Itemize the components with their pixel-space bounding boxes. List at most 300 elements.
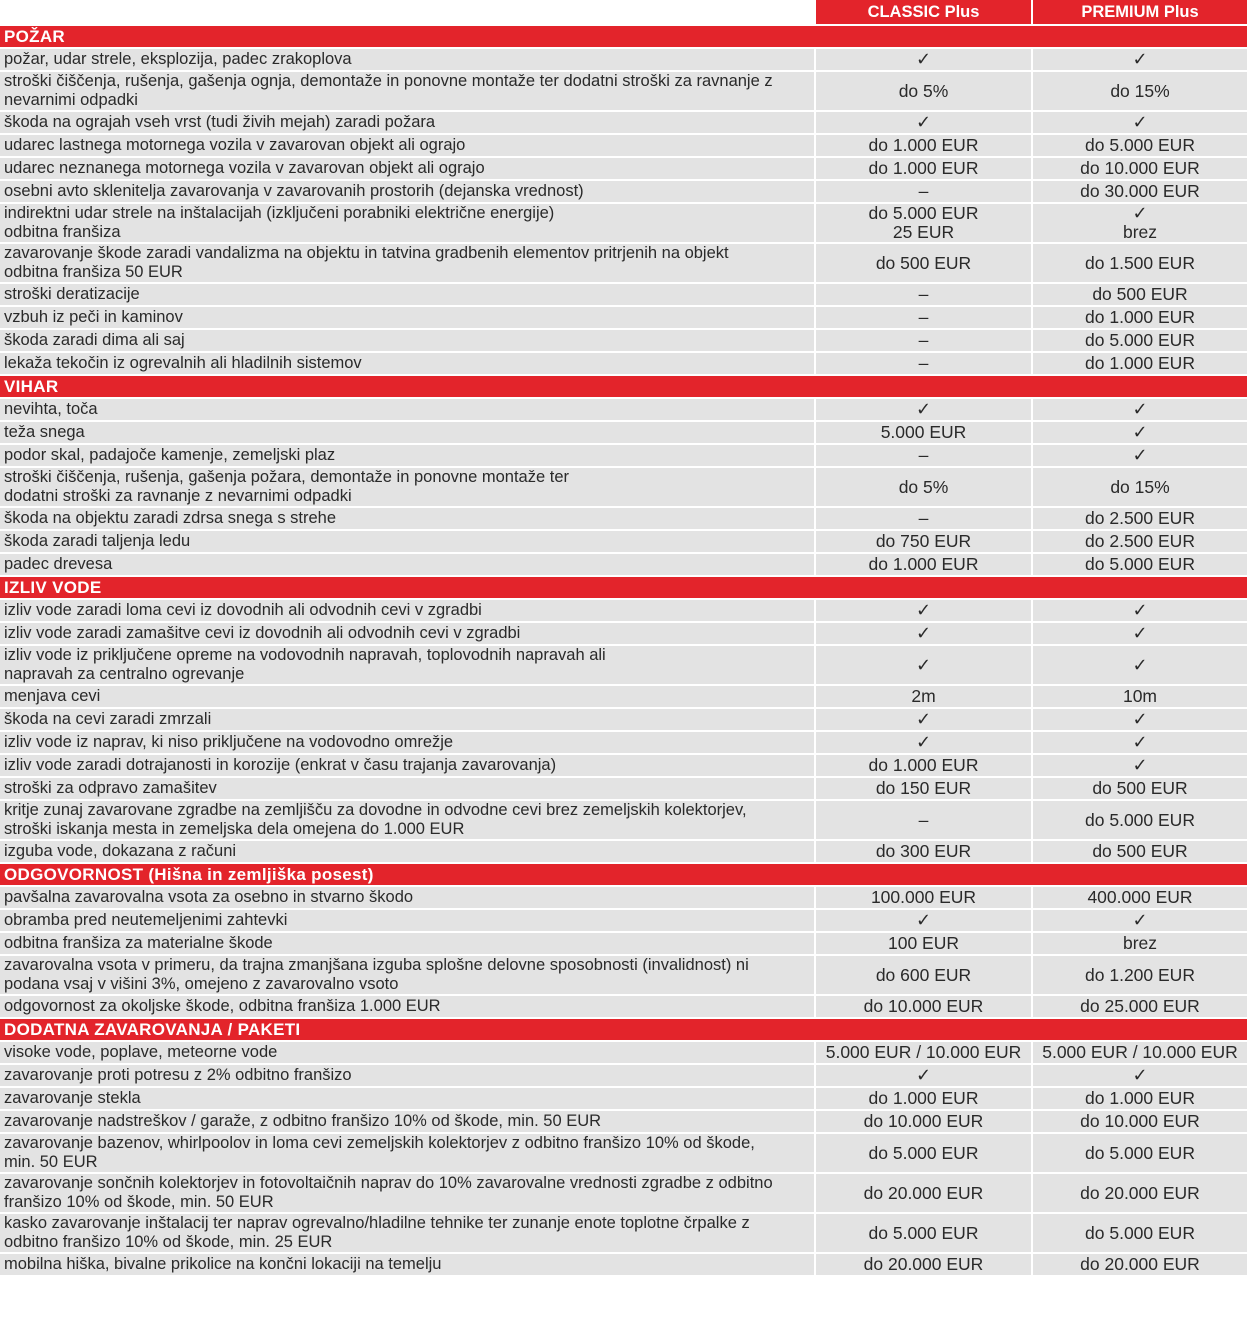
classic-plus-value (814, 72, 1031, 112)
checkmark-icon: ✓ (1132, 623, 1148, 643)
table-row (0, 1214, 1247, 1254)
coverage-label-text: škoda na ograjah vseh vrst (tudi živih mejah) zaradi požara (4, 113, 436, 131)
coverage-label-text: zavarovanje nadstreškov / garaže, z odbitno franšizo 10% od škode, min. 50 EUR (4, 1112, 602, 1130)
checkmark-icon: ✓ (1132, 204, 1148, 223)
coverage-label-text: menjava cevi (4, 687, 101, 705)
classic-value-text: – (918, 508, 929, 528)
premium-value-text: do 10.000 EUR (1080, 1111, 1200, 1131)
section-title-text: POŽAR (4, 27, 65, 46)
premium-value-text: do 30.000 EUR (1080, 181, 1200, 201)
premium-value-text: do 1.500 EUR (1085, 252, 1195, 273)
coverage-label-text: kasko zavarovanje inštalacij ter naprav ogrevalno/hladilne tehnike ter zunanje enote toplotne črpalke z (4, 1214, 750, 1232)
checkmark-icon: ✓ (915, 600, 932, 620)
checkmark-icon: ✓ (1132, 399, 1148, 419)
table-row (0, 778, 1247, 801)
classic-value-text: do 5% (898, 80, 949, 101)
classic-value-text: do 5.000 EUR (868, 204, 979, 223)
coverage-label (0, 841, 814, 864)
coverage-label-text-line2: napravah za centralno ogrevanje (4, 665, 245, 683)
coverage-label-text-line2: min. 50 EUR (4, 1153, 98, 1171)
coverage-label (0, 755, 814, 778)
premium-plus-value (1031, 330, 1247, 353)
checkmark-icon: ✓ (1132, 445, 1148, 465)
classic-value-text: 5.000 EUR (880, 422, 967, 442)
premium-value-text: do 500 EUR (1092, 284, 1188, 304)
classic-plus-value (814, 531, 1031, 554)
premium-plus-value (1031, 181, 1247, 204)
section-title (0, 864, 1247, 887)
coverage-label (0, 933, 814, 956)
classic-value-text: – (918, 181, 929, 201)
coverage-label-text: indirektni udar strele na inštalacijah (izključeni porabniki električne energije) (4, 204, 555, 222)
classic-plus-value (814, 996, 1031, 1019)
classic-plus-value (814, 709, 1031, 732)
table-row (0, 1042, 1247, 1065)
premium-plus-value (1031, 1088, 1247, 1111)
coverage-label (0, 72, 814, 112)
coverage-label (0, 600, 814, 623)
coverage-label-text: mobilna hiška, bivalne prikolice na končni lokaciji na temelju (4, 1255, 442, 1273)
coverage-label (0, 1214, 814, 1254)
coverage-label (0, 330, 814, 353)
premium-value-text: brez (1122, 933, 1158, 953)
coverage-label (0, 158, 814, 181)
checkmark-icon: ✓ (915, 709, 932, 729)
classic-plus-value (814, 910, 1031, 933)
classic-plus-value (814, 284, 1031, 307)
premium-value-text: 10m (1122, 686, 1158, 706)
table-row (0, 422, 1247, 445)
premium-plus-value (1031, 353, 1247, 376)
coverage-label-text: odbitna franšiza za materialne škode (4, 934, 273, 952)
premium-plus-value (1031, 554, 1247, 577)
coverage-label-text: udarec neznanega motornega vozila v zavarovan objekt ali ograjo (4, 159, 485, 177)
coverage-label-text: stroški deratizacije (4, 285, 140, 303)
coverage-label (0, 204, 814, 244)
classic-plus-value (814, 49, 1031, 72)
classic-plus-value (814, 801, 1031, 841)
classic-plus-value (814, 646, 1031, 686)
coverage-label-text: zavarovanje proti potresu z 2% odbitno franšizo (4, 1066, 352, 1084)
coverage-label (0, 1134, 814, 1174)
column-header-row (0, 0, 1247, 26)
classic-plus-value (814, 1042, 1031, 1065)
section-title (0, 376, 1247, 399)
premium-value-text: do 25.000 EUR (1080, 996, 1200, 1016)
premium-value-text: do 5.000 EUR (1085, 1222, 1195, 1243)
section-title (0, 1019, 1247, 1042)
premium-plus-value (1031, 204, 1247, 244)
table-row (0, 49, 1247, 72)
table-row (0, 996, 1247, 1019)
coverage-label-text-line2: stroški iskanja mesta in zemeljska dela omejena do 1.000 EUR (4, 820, 465, 838)
coverage-label-text: izliv vode iz naprav, ki niso priključene na vodovodno omrežje (4, 733, 454, 751)
checkmark-icon: ✓ (915, 623, 932, 643)
coverage-label (0, 307, 814, 330)
premium-plus-value (1031, 1254, 1247, 1277)
premium-plus-value (1031, 600, 1247, 623)
coverage-label-text: nevihta, toča (4, 400, 98, 418)
coverage-label-text: izguba vode, dokazana z računi (4, 842, 237, 860)
premium-plus-value (1031, 158, 1247, 181)
classic-plus-value (814, 135, 1031, 158)
coverage-label-text: izliv vode zaradi zamašitve cevi iz dovodnih ali odvodnih cevi v zgradbi (4, 624, 521, 642)
table-row (0, 956, 1247, 996)
checkmark-icon: ✓ (1132, 732, 1148, 752)
coverage-label (0, 646, 814, 686)
premium-plus-header: PREMIUM Plus (1031, 0, 1247, 26)
premium-value-text: do 20.000 EUR (1080, 1254, 1200, 1274)
premium-plus-value (1031, 531, 1247, 554)
premium-plus-value (1031, 1065, 1247, 1088)
premium-plus-value (1031, 996, 1247, 1019)
classic-plus-value (814, 956, 1031, 996)
classic-value-text: do 10.000 EUR (863, 996, 984, 1016)
checkmark-icon: ✓ (1132, 654, 1148, 675)
coverage-label-text: izliv vode zaradi dotrajanosti in korozije (enkrat v času trajanja zavarovanja) (4, 756, 557, 774)
classic-plus-value (814, 204, 1031, 244)
table-row (0, 887, 1247, 910)
coverage-label-text: visoke vode, poplave, meteorne vode (4, 1043, 278, 1061)
premium-plus-value (1031, 508, 1247, 531)
premium-plus-value (1031, 841, 1247, 864)
premium-value-text: do 1.000 EUR (1085, 307, 1195, 327)
coverage-label (0, 244, 814, 284)
premium-value-text: do 5.000 EUR (1085, 1142, 1195, 1163)
premium-value-text: do 500 EUR (1092, 841, 1188, 861)
premium-plus-value (1031, 1111, 1247, 1134)
classic-plus-value (814, 887, 1031, 910)
table-row (0, 1174, 1247, 1214)
classic-value-text: 100 EUR (887, 933, 959, 953)
checkmark-icon: ✓ (1132, 709, 1148, 729)
premium-plus-value (1031, 686, 1247, 709)
coverage-label-text: kritje zunaj zavarovane zgradbe na zemljišču za dovodne in odvodne cevi brez zemeljskih kolektorjev, (4, 801, 747, 819)
coverage-label-text: udarec lastnega motornega vozila v zavarovan objekt ali ograjo (4, 136, 466, 154)
table-row (0, 353, 1247, 376)
checkmark-icon: ✓ (915, 112, 932, 132)
premium-value-text: do 5.000 EUR (1085, 330, 1195, 350)
classic-plus-value (814, 1088, 1031, 1111)
classic-value-text: do 1.000 EUR (868, 554, 979, 574)
premium-value-text: do 10.000 EUR (1080, 158, 1200, 178)
coverage-label-text: škoda na cevi zaradi zmrzali (4, 710, 212, 728)
classic-plus-value (814, 1174, 1031, 1214)
coverage-label-text: pavšalna zavarovalna vsota za osebno in stvarno škodo (4, 888, 414, 906)
table-row (0, 468, 1247, 508)
premium-plus-value (1031, 135, 1247, 158)
classic-plus-value (814, 445, 1031, 468)
classic-value-text: do 500 EUR (875, 252, 972, 273)
coverage-label (0, 422, 814, 445)
coverage-label-text: stroški čiščenja, rušenja, gašenja požara, demontaže in ponovne montaže ter (4, 468, 569, 486)
table-row (0, 646, 1247, 686)
section-header (0, 1019, 1247, 1042)
premium-value-text-line2: brez (1122, 222, 1158, 242)
coverage-label (0, 135, 814, 158)
classic-value-text: do 5.000 EUR (868, 1222, 979, 1243)
table-row (0, 755, 1247, 778)
premium-plus-value (1031, 399, 1247, 422)
classic-plus-value (814, 468, 1031, 508)
table-row (0, 732, 1247, 755)
section-title-text: IZLIV VODE (4, 578, 102, 597)
coverage-label-text: osebni avto sklenitelja zavarovanja v zavarovanih prostorih (dejanska vrednost) (4, 182, 584, 200)
premium-plus-value (1031, 755, 1247, 778)
premium-plus-value (1031, 623, 1247, 646)
coverage-label (0, 956, 814, 996)
premium-value-text: do 5.000 EUR (1085, 554, 1195, 574)
classic-plus-value (814, 686, 1031, 709)
coverage-label (0, 732, 814, 755)
checkmark-icon: ✓ (1132, 600, 1148, 620)
classic-plus-value (814, 778, 1031, 801)
classic-plus-value (814, 422, 1031, 445)
section-subtitle: (Hišna in zemljiška posest) (148, 865, 374, 884)
section-title-text: ODGOVORNOST (4, 865, 144, 884)
table-row (0, 600, 1247, 623)
coverage-label (0, 996, 814, 1019)
premium-value-text: 5.000 EUR / 10.000 EUR (1042, 1042, 1238, 1062)
premium-plus-value (1031, 112, 1247, 135)
checkmark-icon: ✓ (915, 1065, 932, 1085)
premium-plus-value (1031, 1042, 1247, 1065)
header-blank (0, 0, 814, 26)
premium-plus-value (1031, 468, 1247, 508)
coverage-label-text-line2: podana vsaj v višini 3%, omejeno z zavarovalno vsoto (4, 975, 399, 993)
classic-value-text: – (918, 353, 929, 373)
classic-plus-value (814, 1111, 1031, 1134)
premium-plus-value (1031, 732, 1247, 755)
classic-plus-value (814, 330, 1031, 353)
checkmark-icon: ✓ (915, 732, 932, 752)
section-header (0, 864, 1247, 887)
coverage-label-text-line2: odbitna franšiza (4, 223, 121, 241)
premium-value-text: do 2.500 EUR (1085, 531, 1195, 551)
premium-plus-value (1031, 778, 1247, 801)
table-row (0, 1111, 1247, 1134)
premium-plus-value (1031, 910, 1247, 933)
classic-value-text: 100.000 EUR (870, 887, 977, 907)
classic-value-text: – (918, 445, 929, 465)
coverage-label-text: zavarovalna vsota v primeru, da trajna zmanjšana izguba splošne delovne sposobnosti (invalidnost) ni (4, 956, 749, 974)
coverage-label (0, 623, 814, 646)
table-row (0, 933, 1247, 956)
premium-value-text: do 15% (1110, 80, 1170, 101)
premium-value-text: do 20.000 EUR (1080, 1182, 1200, 1203)
coverage-label-text: zavarovanje bazenov, whirlpoolov in loma cevi zemeljskih kolektorjev z odbitno franšizo 10% od škode, (4, 1134, 755, 1152)
classic-value-text: do 750 EUR (875, 531, 972, 551)
coverage-label-text: teža snega (4, 423, 85, 441)
classic-plus-value (814, 755, 1031, 778)
checkmark-icon: ✓ (1132, 49, 1148, 69)
coverage-label-text: vzbuh iz peči in kaminov (4, 308, 183, 326)
coverage-label-text: izliv vode zaradi loma cevi iz dovodnih ali odvodnih cevi v zgradbi (4, 601, 482, 619)
coverage-label (0, 1088, 814, 1111)
premium-plus-value (1031, 709, 1247, 732)
coverage-label-text: obramba pred neutemeljenimi zahtevki (4, 911, 288, 929)
premium-value-text: do 500 EUR (1092, 778, 1188, 798)
table-row (0, 531, 1247, 554)
premium-plus-value (1031, 284, 1247, 307)
table-row (0, 841, 1247, 864)
classic-value-text: do 20.000 EUR (863, 1254, 984, 1274)
premium-plus-value (1031, 244, 1247, 284)
coverage-label (0, 181, 814, 204)
table-row (0, 686, 1247, 709)
coverage-label-text: škoda zaradi dima ali saj (4, 331, 185, 349)
section-title (0, 577, 1247, 600)
table-row (0, 709, 1247, 732)
table-row (0, 330, 1247, 353)
table-row (0, 284, 1247, 307)
table-row (0, 445, 1247, 468)
coverage-label-text-line2: franšizo 10% od škode, min. 50 EUR (4, 1193, 274, 1211)
premium-plus-value (1031, 1174, 1247, 1214)
coverage-label (0, 1254, 814, 1277)
coverage-label-text: izliv vode iz priključene opreme na vodovodnih napravah, toplovodnih napravah ali (4, 646, 606, 664)
table-row (0, 135, 1247, 158)
classic-value-text: do 150 EUR (875, 778, 972, 798)
table-row (0, 307, 1247, 330)
table-row (0, 181, 1247, 204)
classic-plus-value (814, 732, 1031, 755)
classic-plus-value (814, 623, 1031, 646)
premium-value-text: do 15% (1110, 476, 1170, 497)
coverage-label (0, 1174, 814, 1214)
coverage-label-text: stroški za odpravo zamašitev (4, 779, 217, 797)
table-row (0, 1254, 1247, 1277)
checkmark-icon: ✓ (915, 399, 932, 419)
coverage-label (0, 468, 814, 508)
classic-plus-value (814, 1254, 1031, 1277)
classic-plus-value (814, 112, 1031, 135)
classic-value-text: do 10.000 EUR (863, 1111, 984, 1131)
classic-value-text-line2: 25 EUR (892, 222, 955, 242)
classic-value-text: – (918, 330, 929, 350)
premium-value-text: 400.000 EUR (1087, 887, 1193, 907)
table-row (0, 244, 1247, 284)
section-header (0, 26, 1247, 49)
table-row (0, 112, 1247, 135)
premium-plus-value (1031, 422, 1247, 445)
coverage-label (0, 778, 814, 801)
coverage-label (0, 709, 814, 732)
premium-plus-value (1031, 887, 1247, 910)
coverage-label-text: škoda na objektu zaradi zdrsa snega s strehe (4, 509, 337, 527)
coverage-label (0, 49, 814, 72)
coverage-label (0, 910, 814, 933)
checkmark-icon: ✓ (1132, 755, 1148, 775)
coverage-label-text: zavarovanje sončnih kolektorjev in fotovoltaičnih naprav do 10% zavarovalne vrednosti zgradbe z odbitno (4, 1174, 773, 1192)
premium-plus-value (1031, 445, 1247, 468)
section-title (0, 26, 1247, 49)
classic-value-text: do 1.000 EUR (868, 1088, 979, 1108)
coverage-label-text: škoda zaradi taljenja ledu (4, 532, 191, 550)
coverage-label (0, 284, 814, 307)
classic-plus-value (814, 1214, 1031, 1254)
classic-value-text: – (918, 809, 929, 830)
classic-plus-value (814, 554, 1031, 577)
section-header (0, 577, 1247, 600)
premium-value-text: do 5.000 EUR (1085, 135, 1195, 155)
table-row (0, 158, 1247, 181)
classic-value-text: do 5% (898, 476, 949, 497)
classic-plus-value (814, 1134, 1031, 1174)
classic-plus-value (814, 508, 1031, 531)
classic-value-text: do 20.000 EUR (863, 1182, 984, 1203)
coverage-label-text: odgovornost za okoljske škode, odbitna franšiza 1.000 EUR (4, 997, 441, 1015)
premium-plus-value (1031, 72, 1247, 112)
table-row (0, 204, 1247, 244)
premium-plus-value (1031, 646, 1247, 686)
classic-plus-value (814, 841, 1031, 864)
coverage-label (0, 1042, 814, 1065)
checkmark-icon: ✓ (1132, 1065, 1148, 1085)
coverage-label-text-line2: odbitna franšiza 50 EUR (4, 263, 183, 281)
coverage-label-text: stroški čiščenja, rušenja, gašenja ognja, demontaže in ponovne montaže ter dodatni stroški za ravnanje z nevarnimi odpadki (4, 72, 773, 109)
table-row (0, 72, 1247, 112)
coverage-label (0, 1111, 814, 1134)
classic-value-text: do 1.000 EUR (868, 135, 979, 155)
coverage-label-text: zavarovanje škode zaradi vandalizma na objektu in tatvina gradbenih elementov pritrjenih na objekt (4, 244, 729, 262)
checkmark-icon: ✓ (1132, 422, 1148, 442)
coverage-label (0, 445, 814, 468)
premium-plus-value (1031, 1134, 1247, 1174)
classic-plus-value (814, 244, 1031, 284)
classic-plus-value (814, 307, 1031, 330)
classic-value-text: 5.000 EUR / 10.000 EUR (825, 1042, 1022, 1062)
premium-value-text: do 1.200 EUR (1085, 964, 1195, 985)
classic-value-text: do 1.000 EUR (868, 158, 979, 178)
section-title-text: DODATNA ZAVAROVANJA / PAKETI (4, 1020, 301, 1039)
coverage-label (0, 508, 814, 531)
classic-value-text: do 1.000 EUR (868, 755, 979, 775)
coverage-label-text: požar, udar strele, eksplozija, padec zrakoplova (4, 50, 352, 68)
classic-plus-value (814, 158, 1031, 181)
classic-value-text: – (918, 284, 929, 304)
coverage-label (0, 686, 814, 709)
coverage-label (0, 887, 814, 910)
premium-plus-value (1031, 49, 1247, 72)
table-row (0, 623, 1247, 646)
table-row (0, 508, 1247, 531)
checkmark-icon: ✓ (1132, 112, 1148, 132)
table-row (0, 1065, 1247, 1088)
classic-plus-value (814, 933, 1031, 956)
classic-plus-header: CLASSIC Plus (814, 0, 1031, 26)
premium-plus-value (1031, 933, 1247, 956)
checkmark-icon: ✓ (915, 49, 932, 69)
coverage-label (0, 1065, 814, 1088)
coverage-label-text-line2: odbitno franšizo 10% od škode, min. 25 EUR (4, 1233, 333, 1251)
coverage-label (0, 112, 814, 135)
coverage-label (0, 531, 814, 554)
classic-value-text: do 5.000 EUR (868, 1142, 979, 1163)
classic-value-text: do 300 EUR (875, 841, 972, 861)
section-header (0, 376, 1247, 399)
coverage-label-text: padec drevesa (4, 555, 113, 573)
classic-plus-value (814, 600, 1031, 623)
premium-plus-value (1031, 307, 1247, 330)
coverage-label-text: zavarovanje stekla (4, 1089, 141, 1107)
table-row (0, 1088, 1247, 1111)
premium-plus-value (1031, 801, 1247, 841)
table-row (0, 554, 1247, 577)
coverage-label (0, 801, 814, 841)
coverage-label (0, 399, 814, 422)
classic-plus-value (814, 1065, 1031, 1088)
